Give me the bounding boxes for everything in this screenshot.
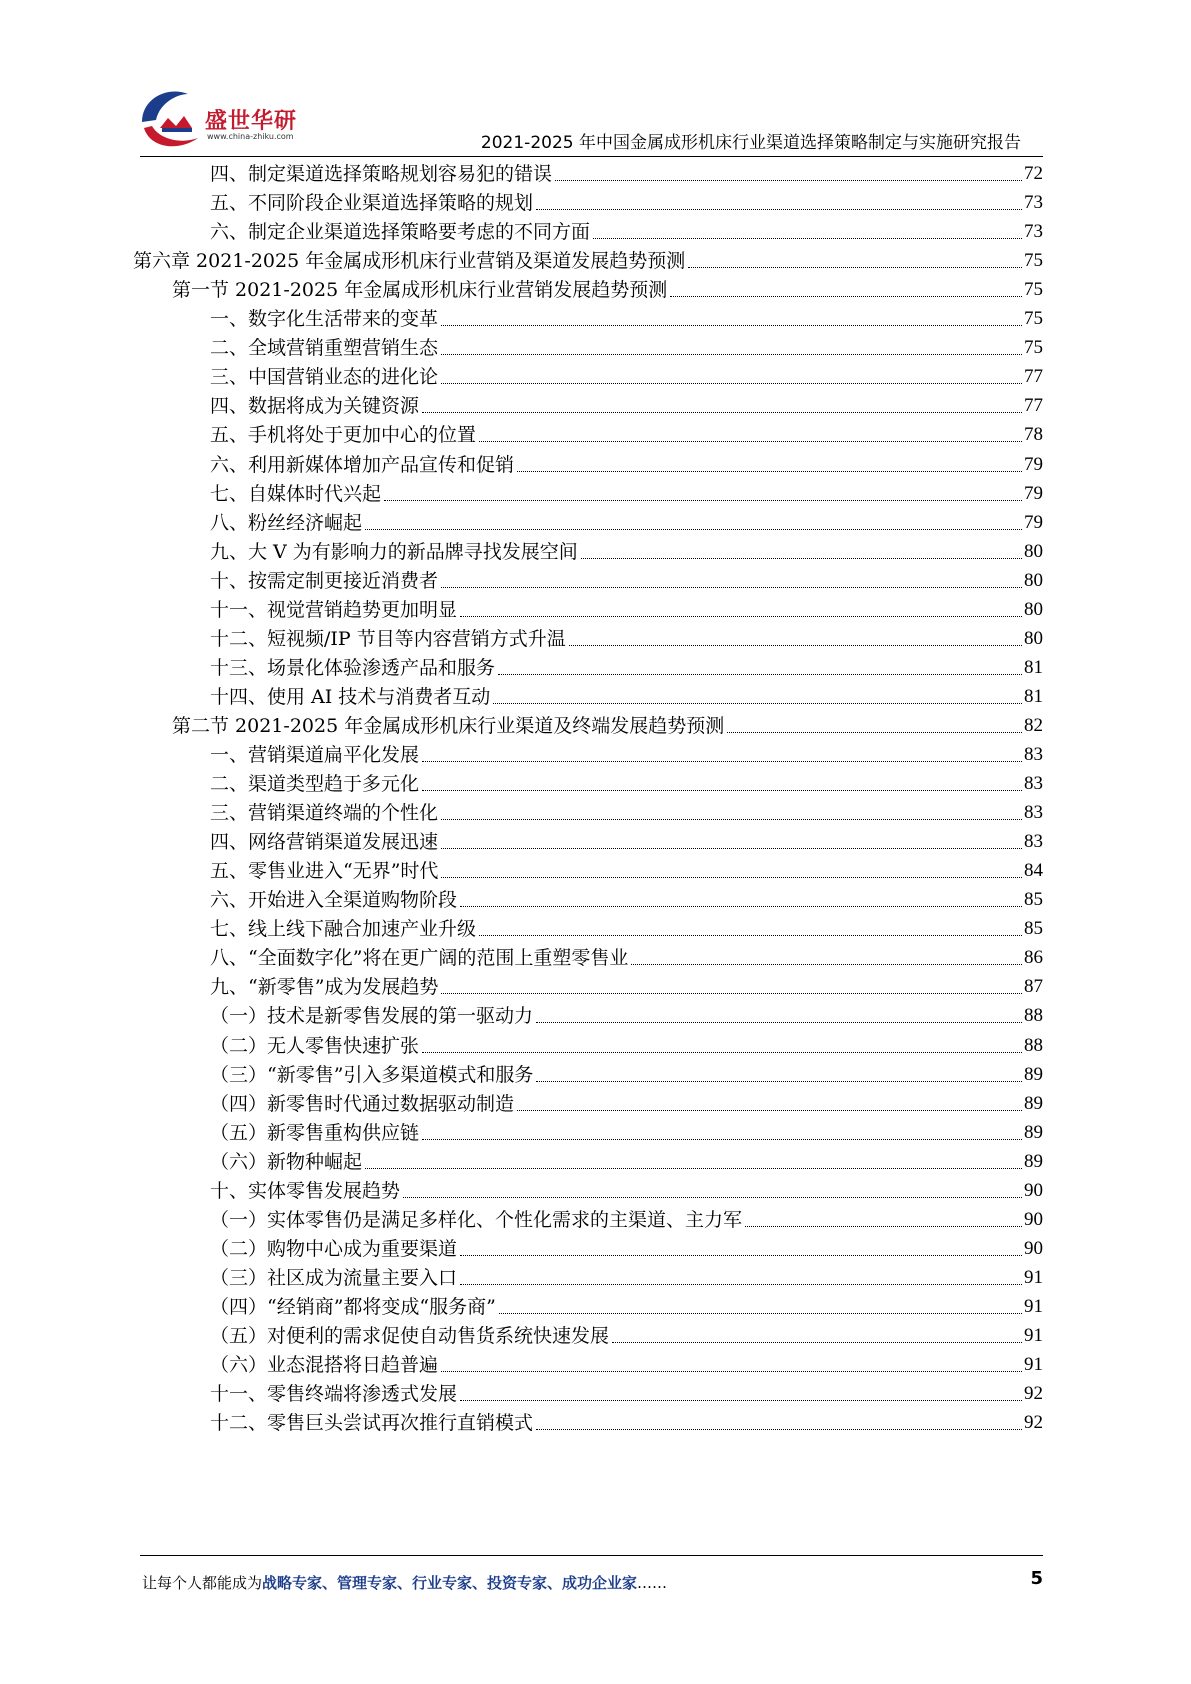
toc-leader-dots	[581, 558, 1022, 559]
toc-leader-dots	[688, 267, 1022, 268]
toc-entry[interactable]	[210, 160, 1043, 188]
toc-leader-dots	[727, 732, 1022, 733]
toc-entry-page: 83	[1024, 744, 1043, 765]
toc-entry[interactable]	[210, 218, 1043, 246]
toc-entry[interactable]	[210, 857, 1043, 885]
toc-entry-title: （三）“新零售”引入多渠道模式和服务	[210, 1063, 534, 1086]
toc-entry[interactable]	[210, 1061, 1043, 1089]
toc-entry-title: （六）新物种崛起	[210, 1150, 363, 1173]
toc-entry[interactable]	[172, 276, 1043, 304]
toc-leader-dots	[441, 1371, 1022, 1372]
toc-entry-title: 八、“全面数字化”将在更广阔的范围上重塑零售业	[210, 947, 629, 970]
toc-leader-dots	[441, 819, 1022, 820]
toc-leader-dots	[593, 238, 1022, 239]
toc-entry[interactable]	[210, 596, 1043, 624]
toc-leader-dots	[422, 790, 1022, 791]
toc-leader-dots	[479, 441, 1022, 442]
toc-entry-title: （五）对便利的需求促使自动售货系统快速发展	[210, 1325, 610, 1347]
toc-entry-title: 三、中国营销业态的进化论	[210, 366, 439, 389]
toc-entry[interactable]	[210, 1322, 1043, 1350]
toc-entry[interactable]	[210, 509, 1043, 537]
toc-entry[interactable]	[210, 363, 1043, 391]
toc-entry-page: 73	[1024, 192, 1043, 214]
toc-leader-dots	[631, 964, 1022, 965]
toc-entry-page: 89	[1024, 1150, 1043, 1172]
toc-entry-title: 六、制定企业渠道选择策略要考虑的不同方面	[210, 221, 591, 244]
toc-entry[interactable]	[133, 247, 1043, 275]
toc-leader-dots	[422, 761, 1022, 762]
toc-entry-title: 十、实体零售发展趋势	[210, 1179, 401, 1202]
toc-entry-page: 82	[1024, 714, 1043, 736]
toc-entry-title: 第二节 2021-2025 年金属成形机床行业渠道及终端发展趋势预测	[172, 714, 725, 737]
toc-leader-dots	[536, 1081, 1022, 1082]
toc-entry-page: 90	[1024, 1179, 1043, 1201]
toc-entry[interactable]	[210, 1090, 1043, 1118]
toc-entry-page: 75	[1024, 250, 1043, 272]
toc-entry-page: 88	[1024, 1005, 1043, 1027]
toc-entry-page: 86	[1024, 947, 1043, 969]
toc-entry-title: 十一、视觉营销趋势更加明显	[210, 598, 458, 621]
page-number: 5	[1030, 1568, 1043, 1589]
footer-prefix: 让每个人都能成为	[142, 1574, 263, 1592]
toc-entry[interactable]	[210, 625, 1043, 653]
toc-leader-dots	[517, 1110, 1022, 1111]
toc-entry-title: 十四、使用 AI 技术与消费者互动	[210, 685, 491, 708]
toc-leader-dots	[422, 1139, 1022, 1140]
header-divider	[140, 156, 1043, 157]
toc-entry-page: 87	[1024, 976, 1043, 998]
footer-slogan	[142, 1572, 667, 1593]
toc-leader-dots	[384, 500, 1022, 501]
toc-leader-dots	[536, 1022, 1022, 1023]
toc-entry-title: 九、“新零售”成为发展趋势	[210, 976, 439, 999]
toc-entry[interactable]	[210, 1119, 1043, 1147]
toc-leader-dots	[498, 674, 1022, 675]
toc-entry[interactable]	[210, 683, 1043, 711]
toc-leader-dots	[517, 471, 1022, 472]
logo-url: www.china-zhiku.com	[207, 132, 294, 141]
toc-entry[interactable]	[210, 1351, 1043, 1379]
toc-entry-title: 十二、短视频/IP 节目等内容营销方式升温	[210, 627, 566, 650]
toc-entry[interactable]	[210, 305, 1043, 333]
toc-leader-dots	[460, 1400, 1022, 1401]
toc-entry-title: 五、零售业进入“无界”时代	[210, 860, 439, 883]
toc-entry-page: 72	[1024, 163, 1043, 184]
toc-entry[interactable]	[210, 1235, 1043, 1263]
toc-leader-dots	[460, 906, 1022, 907]
toc-entry-page: 89	[1024, 1063, 1043, 1085]
toc-leader-dots	[441, 383, 1022, 384]
footer-divider	[140, 1555, 1043, 1556]
toc-entry-page: 81	[1024, 656, 1043, 678]
toc-entry-title: （一）实体零售仍是满足多样化、个性化需求的主渠道、主力军	[210, 1208, 743, 1231]
toc-entry-title: 八、粉丝经济崛起	[210, 511, 363, 534]
toc-leader-dots	[403, 1197, 1022, 1198]
toc-entry-page: 79	[1024, 482, 1043, 504]
page-header	[0, 0, 1191, 160]
toc-entry[interactable]	[210, 886, 1043, 914]
toc-entry-page: 80	[1024, 569, 1043, 591]
toc-entry-page: 75	[1024, 279, 1043, 301]
toc-entry-page: 85	[1024, 918, 1043, 940]
toc-entry[interactable]	[210, 451, 1043, 479]
toc-entry[interactable]	[210, 770, 1043, 798]
toc-entry-title: 十一、零售终端将渗透式发展	[210, 1383, 458, 1406]
toc-entry-page: 92	[1024, 1383, 1043, 1405]
toc-entry-title: 二、渠道类型趋于多元化	[210, 773, 420, 796]
toc-entry-page: 90	[1024, 1237, 1043, 1259]
toc-entry[interactable]	[210, 1032, 1043, 1060]
toc-entry-page: 75	[1024, 308, 1043, 330]
toc-entry-title: 四、制定渠道选择策略规划容易犯的错误	[210, 163, 553, 185]
toc-entry-title: （四）“经销商”都将变成“服务商”	[210, 1295, 496, 1318]
logo-name: 盛世华研	[205, 109, 298, 134]
toc-entry-title: 第一节 2021-2025 年金属成形机床行业营销发展趋势预测	[172, 279, 668, 302]
toc-entry-title: （四）新零售时代通过数据驱动制造	[210, 1092, 515, 1115]
toc-entry-title: 一、营销渠道扁平化发展	[210, 744, 420, 766]
toc-leader-dots	[536, 1429, 1022, 1430]
toc-entry[interactable]	[210, 1206, 1043, 1234]
toc-leader-dots	[422, 412, 1022, 413]
toc-entry-page: 83	[1024, 831, 1043, 853]
toc-entry-page: 88	[1024, 1034, 1043, 1056]
toc-entry-page: 90	[1024, 1208, 1043, 1230]
toc-entry[interactable]	[210, 973, 1043, 1001]
toc-entry-title: （一）技术是新零售发展的第一驱动力	[210, 1005, 534, 1028]
toc-entry-title: （六）业态混搭将日趋普遍	[210, 1354, 439, 1377]
document-title: 2021-2025 年中国金属成形机床行业渠道选择策略制定与实施研究报告	[480, 133, 1021, 153]
toc-leader-dots	[441, 848, 1022, 849]
footer-highlight: 战略专家、管理专家、行业专家、投资专家、成功企业家	[262, 1574, 638, 1592]
toc-leader-dots	[422, 1052, 1022, 1053]
toc-entry-page: 91	[1024, 1295, 1043, 1317]
toc-entry-page: 79	[1024, 453, 1043, 475]
toc-entry[interactable]	[210, 1264, 1043, 1292]
toc-entry[interactable]	[210, 1002, 1043, 1030]
toc-entry[interactable]	[210, 741, 1043, 769]
toc-entry[interactable]	[210, 1177, 1043, 1205]
toc-leader-dots	[441, 993, 1022, 994]
toc-entry-title: 五、手机将处于更加中心的位置	[210, 424, 477, 447]
toc-entry-title: 五、不同阶段企业渠道选择策略的规划	[210, 192, 534, 215]
toc-entry-title: （二）购物中心成为重要渠道	[210, 1237, 458, 1260]
toc-leader-dots	[555, 180, 1022, 181]
toc-leader-dots	[745, 1226, 1022, 1227]
toc-entry-page: 80	[1024, 540, 1043, 562]
footer-suffix: ……	[637, 1574, 668, 1592]
toc-entry-title: 一、数字化生活带来的变革	[210, 308, 439, 331]
toc-entry[interactable]	[210, 567, 1043, 595]
toc-leader-dots	[569, 645, 1022, 646]
toc-leader-dots	[441, 354, 1022, 355]
toc-entry-page: 91	[1024, 1325, 1043, 1346]
toc-entry[interactable]	[210, 828, 1043, 856]
toc-entry-title: 二、全域营销重塑营销生态	[210, 337, 439, 360]
toc-entry[interactable]	[210, 915, 1043, 943]
toc-entry[interactable]	[210, 1380, 1043, 1408]
toc-entry-page: 75	[1024, 337, 1043, 359]
toc-entry[interactable]	[210, 480, 1043, 508]
toc-entry-page: 84	[1024, 860, 1043, 882]
toc-leader-dots	[460, 1284, 1022, 1285]
toc-entry-title: 六、开始进入全渠道购物阶段	[210, 889, 458, 912]
toc-entry-title: 六、利用新媒体增加产品宣传和促销	[210, 453, 515, 476]
toc-leader-dots	[612, 1342, 1022, 1343]
toc-entry-page: 78	[1024, 424, 1043, 446]
toc-entry-title: 十二、零售巨头尝试再次推行直销模式	[210, 1412, 534, 1435]
toc-leader-dots	[441, 587, 1022, 588]
toc-entry-title: 七、自媒体时代兴起	[210, 482, 382, 505]
toc-entry-page: 89	[1024, 1121, 1043, 1143]
toc-leader-dots	[460, 1255, 1022, 1256]
toc-leader-dots	[536, 209, 1022, 210]
toc-leader-dots	[670, 296, 1022, 297]
toc-entry[interactable]	[210, 944, 1043, 972]
toc-entry-title: （三）社区成为流量主要入口	[210, 1266, 458, 1289]
toc-entry[interactable]	[210, 1148, 1043, 1176]
toc-entry-title: 九、大 V 为有影响力的新品牌寻找发展空间	[210, 540, 578, 563]
toc-leader-dots	[460, 616, 1022, 617]
toc-entry[interactable]	[210, 334, 1043, 362]
toc-entry-page: 77	[1024, 366, 1043, 388]
toc-entry[interactable]	[210, 1293, 1043, 1321]
toc-entry-page: 77	[1024, 395, 1043, 417]
toc-entry-title: 七、线上线下融合加速产业升级	[210, 918, 477, 941]
toc-entry-page: 80	[1024, 598, 1043, 620]
toc-leader-dots	[493, 703, 1022, 704]
toc-leader-dots	[441, 877, 1022, 878]
toc-entry[interactable]	[210, 538, 1043, 566]
toc-entry-page: 79	[1024, 511, 1043, 533]
toc-leader-dots	[365, 1168, 1022, 1169]
toc-leader-dots	[441, 325, 1022, 326]
toc-entry-title: 十三、场景化体验渗透产品和服务	[210, 656, 496, 679]
toc-entry[interactable]	[210, 392, 1043, 420]
toc-leader-dots	[499, 1313, 1022, 1314]
toc-entry[interactable]	[210, 1409, 1043, 1437]
toc-entry-title: 十、按需定制更接近消费者	[210, 569, 439, 592]
toc-entry-page: 85	[1024, 889, 1043, 911]
toc-entry-title: （二）无人零售快速扩张	[210, 1034, 420, 1057]
toc-entry[interactable]	[172, 712, 1043, 740]
toc-entry-page: 73	[1024, 221, 1043, 243]
toc-entry[interactable]	[210, 799, 1043, 827]
toc-entry[interactable]	[210, 421, 1043, 449]
toc-entry-title: 四、网络营销渠道发展迅速	[210, 831, 439, 854]
toc-entry[interactable]	[210, 654, 1043, 682]
toc-entry-title: 四、数据将成为关键资源	[210, 395, 420, 418]
toc-entry-title: 第六章 2021-2025 年金属成形机床行业营销及渠道发展趋势预测	[133, 250, 686, 273]
toc-entry[interactable]	[210, 189, 1043, 217]
toc-entry-page: 83	[1024, 773, 1043, 795]
toc-entry-page: 89	[1024, 1092, 1043, 1114]
toc-entry-page: 81	[1024, 685, 1043, 707]
toc-entry-page: 83	[1024, 802, 1043, 824]
toc-entry-page: 91	[1024, 1266, 1043, 1288]
toc-entry-page: 92	[1024, 1412, 1043, 1434]
toc-leader-dots	[479, 935, 1022, 936]
toc-entry-page: 91	[1024, 1354, 1043, 1376]
toc-entry-title: （五）新零售重构供应链	[210, 1121, 420, 1144]
toc-entry-page: 80	[1024, 627, 1043, 649]
toc-leader-dots	[365, 529, 1022, 530]
toc-entry-title: 三、营销渠道终端的个性化	[210, 802, 439, 825]
